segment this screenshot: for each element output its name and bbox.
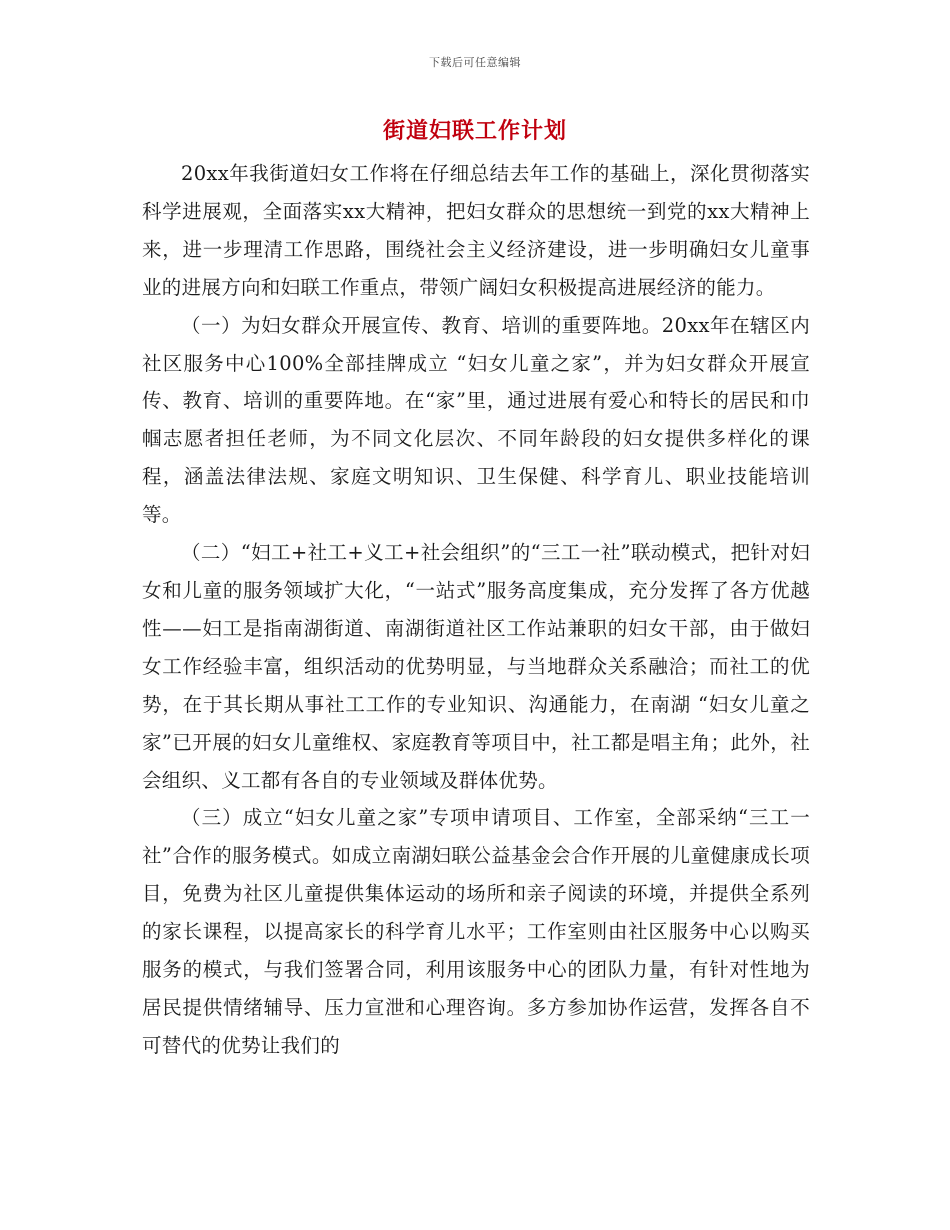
paragraph-section-3: （三）成立“妇女儿童之家”专项申请项目、工作室，全部采纳“三工一社”合作的服务模式。如成立南湖妇联公益基金会合作开展的儿童健康成长项目，免费为社区儿童提供集体运动的场所和亲子阅读的环境，并提供全系列的家长课程，以提高家长的科学育儿水平；工作室则由社区服务中心以购买服务的模式，与我们签署合同，利用该服务中心的团队力量，有针对性地为居民提供情绪辅导、压力宣泄和心理咨询。多方参加协作运营，发挥各自不可替代的优势让我们的: [142, 806, 810, 1057]
paragraph-intro: 20xx年我街道妇女工作将在仔细总结去年工作的基础上，深化贯彻落实科学进展观，全面落实xx大精神，把妇女群众的思想统一到党的xx大精神上来，进一步理清工作思路，围绕社会主义经济建设，进一步明确妇女儿童事业的进展方向和妇联工作重点，带领广阔妇女积极提高进展经济的能力。: [142, 162, 810, 299]
paragraph-section-2: （二）“妇工+社工+义工+社会组织”的“三工一社”联动模式，把针对妇女和儿童的服务领域扩大化，“一站式”服务高度集成，充分发挥了各方优越性——妇工是指南湖街道、南湖街道社区工作站兼职的妇女干部，由于做妇女工作经验丰富，组织活动的优势明显，与当地群众关系融洽；而社工的优势，在于其长期从事社工工作的专业知识、沟通能力，在南湖 “妇女儿童之家”已开展的妇女儿童维权、家庭教育等项目中，社工都是唱主角；此外，社会组织、义工都有各自的专业领域及群体优势。: [142, 541, 810, 792]
paragraph-section-1: （一）为妇女群众开展宣传、教育、培训的重要阵地。20xx年在辖区内社区服务中心100%全部挂牌成立 “妇女儿童之家”，并为妇女群众开展宣传、教育、培训的重要阵地。在“家”里，通过进展有爱心和特长的居民和巾帼志愿者担任老师，为不同文化层次、不同年龄段的妇女提供多样化的课程，涵盖法律法规、家庭文明知识、卫生保健、科学育儿、职业技能培训等。: [142, 313, 810, 527]
header-note: 下载后可任意编辑: [429, 56, 521, 69]
document-title: 街道妇联工作计划: [382, 118, 567, 144]
document-body: [142, 155, 810, 1065]
